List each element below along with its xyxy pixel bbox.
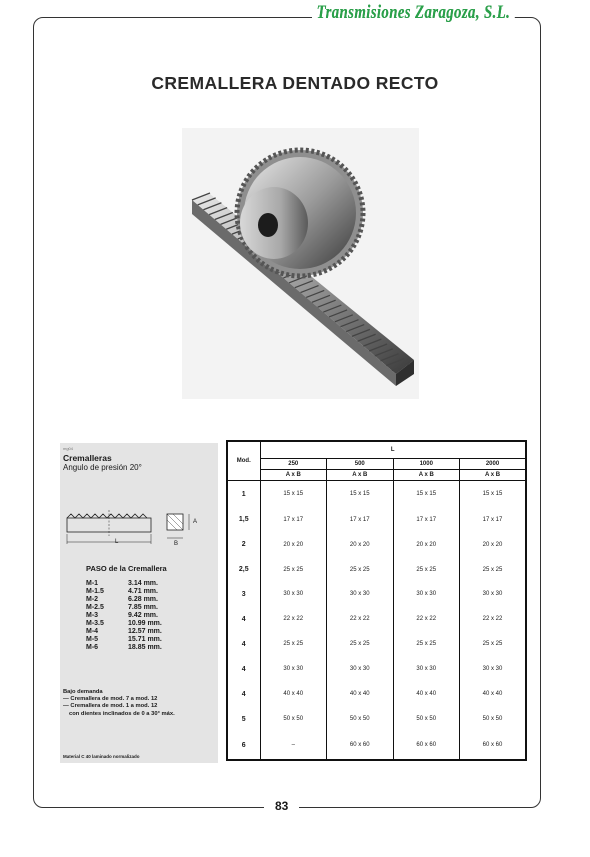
gear-rack-illustration <box>182 128 419 399</box>
catalog-code: mg04 <box>63 446 74 451</box>
rack-and-pinion-photo <box>182 128 419 399</box>
dimension-cell: 25 x 25 <box>460 557 527 582</box>
table-row <box>227 732 526 761</box>
dimension-cell: 40 x 40 <box>460 682 527 707</box>
length-250: 250 <box>260 459 327 470</box>
axb-header: A x B <box>327 470 394 481</box>
info-heading: Cremalleras <box>63 453 112 463</box>
dimension-cell: 25 x 25 <box>327 632 394 657</box>
table-row <box>227 507 526 532</box>
axb-header: A x B <box>460 470 527 481</box>
dimension-cell: 25 x 25 <box>327 557 394 582</box>
module-cell: 2,5 <box>238 566 249 573</box>
dimension-cell: 50 x 50 <box>460 707 527 732</box>
table-row <box>227 607 526 632</box>
dimension-cell: 30 x 30 <box>327 582 394 607</box>
dimension-cell: 17 x 17 <box>327 507 394 532</box>
dimension-cell: 15 x 15 <box>393 481 460 508</box>
on-demand-note: Bajo demanda — Cremallera de mod. 7 a mod. 12 — Cremallera de mod. 1 a mod. 12 con dientes inclinados de 0 a 30° máx. <box>63 689 175 717</box>
dimension-cell: 30 x 30 <box>327 657 394 682</box>
dimension-cell: 30 x 30 <box>393 582 460 607</box>
dimension-cell: 25 x 25 <box>260 557 327 582</box>
material-note: Material C 40 laminado normalizado <box>63 754 140 759</box>
dimension-cell: 17 x 17 <box>460 507 527 532</box>
dimension-cell: 25 x 25 <box>460 632 527 657</box>
table-row <box>227 707 526 732</box>
dimension-cell: 25 x 25 <box>393 632 460 657</box>
dimension-cell: 40 x 40 <box>260 682 327 707</box>
page-number: 83 <box>264 799 299 813</box>
dimension-cell: 30 x 30 <box>260 657 327 682</box>
dimension-cell: 25 x 25 <box>393 557 460 582</box>
dimension-cell: 40 x 40 <box>327 682 394 707</box>
table-row <box>227 582 526 607</box>
dimension-cell: 15 x 15 <box>460 481 527 508</box>
dimension-cell: 30 x 30 <box>460 582 527 607</box>
rack-dimension-diagram <box>63 504 215 554</box>
dimension-cell: 20 x 20 <box>393 532 460 557</box>
module-cell: 4 <box>241 690 246 698</box>
module-cell: 1,5 <box>238 516 249 524</box>
dimension-cell: 50 x 50 <box>327 707 394 732</box>
length-1000: 1000 <box>393 459 460 470</box>
rack-info-panel: mg04 Cremalleras Angulo de presión 20° A B L PASO de la Cremallera M-1 3.14 mm. M-1.5 4.71 mm. M-2 6.28 mm. M-2.5 7.85 mm. M-3 9.42 mm. M-3.5 10.99 mm. M-4 12.57 mm. M-5 15.71 mm. M-6 18.85 mm. Bajo demanda — Cremallera de mod. 7 a mod. 12 — Cremallera de mod. 1 a mod. 12 con dientes inclinados de 0 a 30° máx. Material C 40 laminado normalizado <box>60 443 218 763</box>
dimension-cell: 15 x 15 <box>260 481 327 508</box>
axb-header: A x B <box>393 470 460 481</box>
dimension-cell: 17 x 17 <box>393 507 460 532</box>
length-header: L <box>260 441 526 459</box>
module-cell: 3 <box>241 590 246 598</box>
dimension-cell: 22 x 22 <box>393 607 460 632</box>
dimension-cell: 22 x 22 <box>327 607 394 632</box>
module-cell: 4 <box>241 615 246 623</box>
dimension-cell: 20 x 20 <box>460 532 527 557</box>
module-cell: 5 <box>241 715 246 723</box>
module-cell: 6 <box>241 741 246 749</box>
info-subheading: Angulo de presión 20° <box>63 463 142 472</box>
dimension-cell: 60 x 60 <box>327 732 394 761</box>
dimension-cell: 25 x 25 <box>260 632 327 657</box>
dimension-cell: 60 x 60 <box>393 732 460 761</box>
dimension-cell: 22 x 22 <box>460 607 527 632</box>
dimension-cell: 60 x 60 <box>460 732 527 761</box>
mod-column-header: Mod. <box>227 441 260 481</box>
dimension-cell: 15 x 15 <box>327 481 394 508</box>
dimension-cell: 30 x 30 <box>260 582 327 607</box>
table-row <box>227 481 526 508</box>
length-500: 500 <box>327 459 394 470</box>
diagram-label-b: B <box>174 541 179 547</box>
diagram-label-l: L <box>115 539 119 545</box>
table-row <box>227 532 526 557</box>
table-row <box>227 632 526 657</box>
dimension-cell: – <box>260 732 327 761</box>
length-2000: 2000 <box>460 459 527 470</box>
dimension-cell: 40 x 40 <box>393 682 460 707</box>
diagram-label-a: A <box>193 519 198 525</box>
dimension-cell: 22 x 22 <box>260 607 327 632</box>
table-row <box>227 682 526 707</box>
dimension-cell: 50 x 50 <box>393 707 460 732</box>
axb-header: A x B <box>260 470 327 481</box>
dimension-cell: 30 x 30 <box>393 657 460 682</box>
table-row <box>227 557 526 582</box>
dimension-cell: 30 x 30 <box>460 657 527 682</box>
dimension-cell: 20 x 20 <box>327 532 394 557</box>
dimension-cell: 20 x 20 <box>260 532 327 557</box>
page-title: CREMALLERA DENTADO RECTO <box>151 73 439 93</box>
module-cell: 4 <box>241 640 246 648</box>
module-cell: 2 <box>241 541 246 549</box>
dimensions-table <box>226 440 527 761</box>
module-cell: 1 <box>241 490 246 498</box>
dimension-cell: 17 x 17 <box>260 507 327 532</box>
paso-title: PASO de la Cremallera <box>86 564 167 573</box>
module-cell: 4 <box>241 665 246 673</box>
brand-logo: Transmisiones Zaragoza, S.L. <box>312 2 515 24</box>
dimension-cell: 50 x 50 <box>260 707 327 732</box>
table-row <box>227 657 526 682</box>
